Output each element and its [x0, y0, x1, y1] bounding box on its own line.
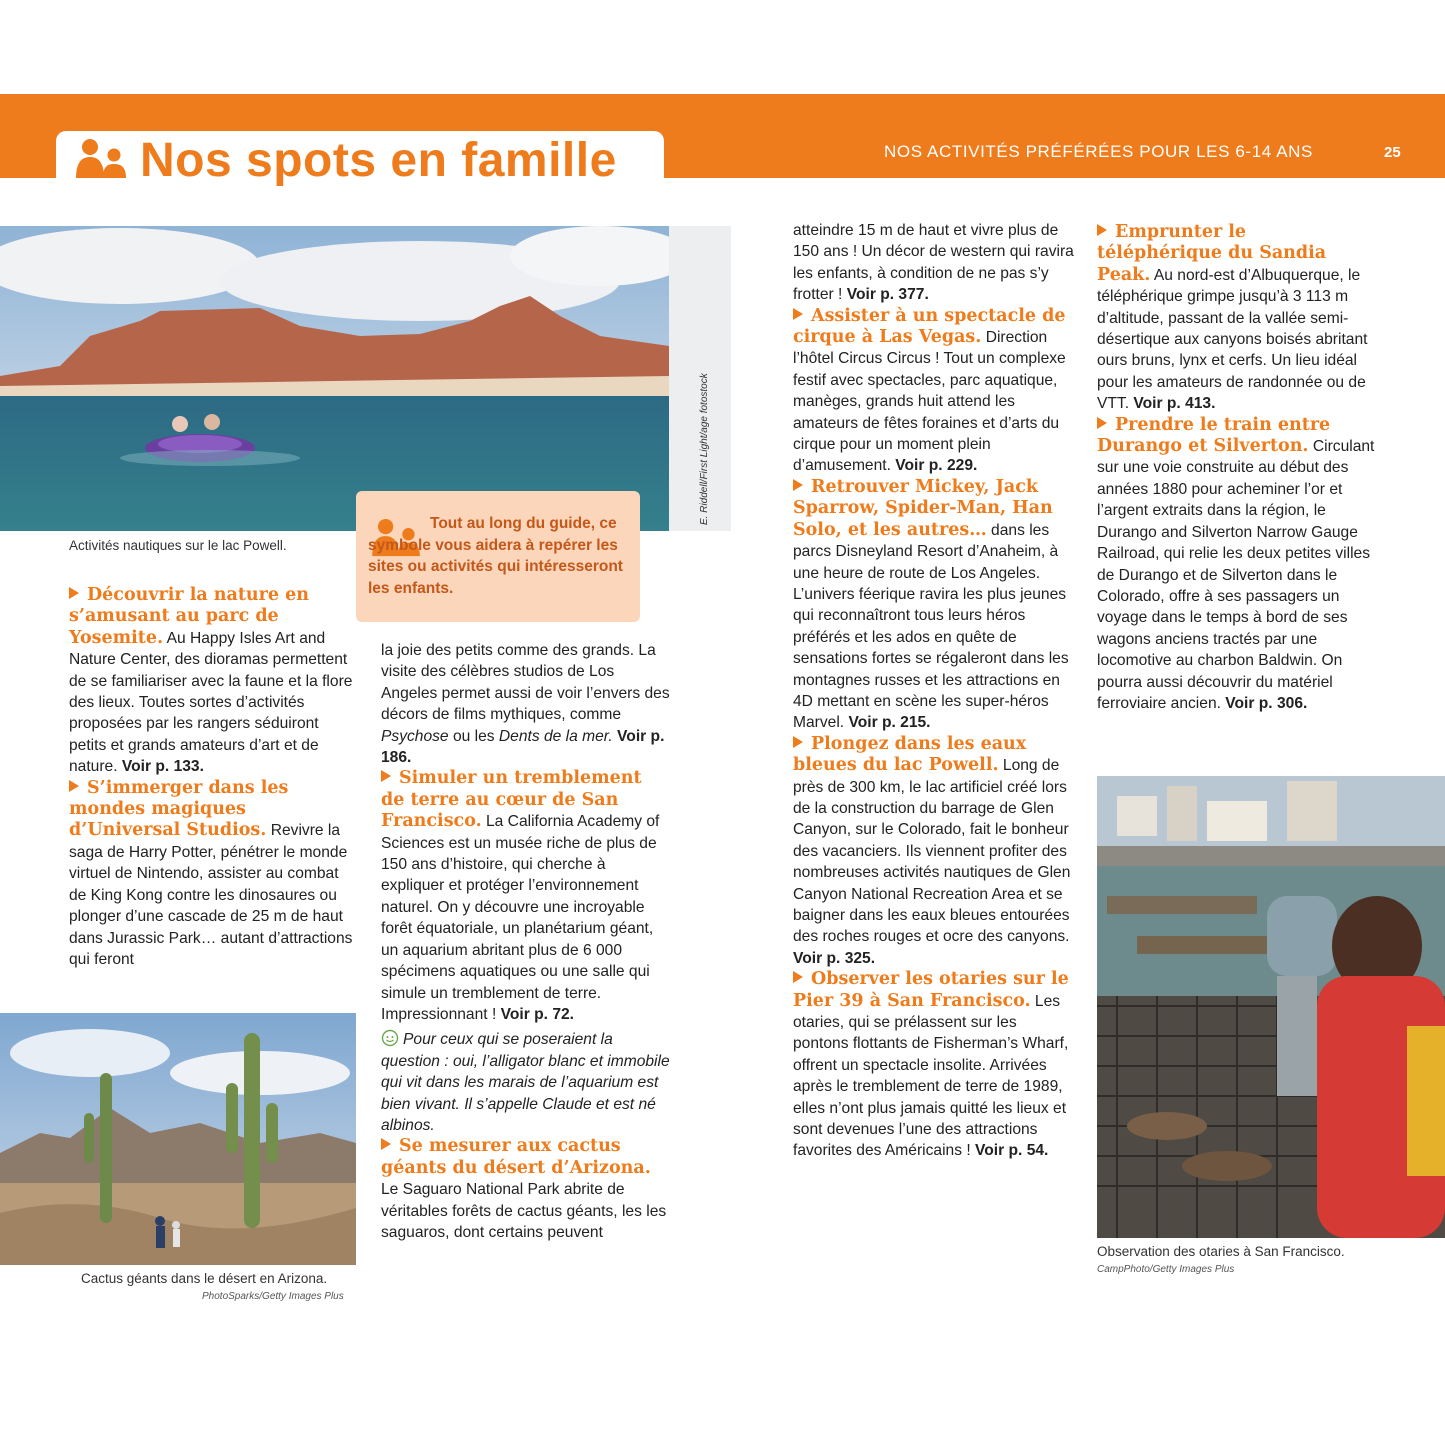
- item-pier-39: [793, 969, 1075, 1162]
- page-title: Nos spots en famille: [140, 134, 617, 187]
- item-body: Au Happy Isles Art and Nature Center, des dioramas permettent de se familiariser avec la faune et la flore des lieux. Toutes sortes d’activités proposées par les rangers séduiront petits et grands amateurs d’art et de nature.: [69, 629, 353, 776]
- item-body: Les otaries, qui se prélassent sur les pontons flottants de Fisherman’s Wharf, offrent un spectacle insolite. Arrivées après le tremblement de terre de 1989, elles n’ont plus jamais quitté les lieux et sont devenues l’une des attractions favorites des Américains !: [793, 992, 1069, 1160]
- item-heading: Se mesurer aux cactus géants du désert d’Arizona.: [381, 1136, 651, 1178]
- item-body: Au nord-est d’Albuquerque, le téléphérique grimpe jusqu’à 3 113 m d’altitude, passant de la vallée semi-désertique aux canyons boisés abritant ours bruns, lynx et cerfs. Un lieu idéal pour les amateurs de randonnée ou de VTT.: [1097, 266, 1368, 413]
- item-body: ou les: [448, 727, 499, 745]
- page-reference: Voir p. 325.: [793, 949, 876, 967]
- bullet-triangle-icon: [793, 308, 803, 320]
- item-durango-train: [1097, 415, 1377, 715]
- sea-lions-photo-caption: Observation des otaries à San Francisco.: [1097, 1244, 1345, 1259]
- bullet-triangle-icon: [793, 479, 803, 491]
- page-reference: Voir p. 72.: [500, 1005, 574, 1023]
- item-body: Long de près de 300 km, le lac artificiel créé lors de la construction du barrage de Glen Canyon, sur le Colorado, fait le bonheur des vacanciers. Ils viennent profiter des nombreuses activités nautiques de Glen Canyon National Recreation Area et se baigner dans les eaux bleues entourées des roches rouges et ocre des canyons.: [793, 757, 1071, 946]
- page-reference: Voir p. 133.: [121, 758, 204, 776]
- item-heading: Découvrir la nature en s’amusant au parc de Yosemite.: [69, 585, 309, 648]
- bullet-triangle-icon: [1097, 417, 1107, 429]
- item-heading: Prendre le train entre Durango et Silverton.: [1097, 414, 1331, 457]
- sea-lions-photo-credit: CampPhoto/Getty Images Plus: [1097, 1264, 1235, 1275]
- lake-photo-caption: Activités nautiques sur le lac Powell.: [69, 538, 287, 553]
- callout-text: [368, 513, 636, 599]
- column-1: [69, 585, 354, 970]
- item-san-francisco: [381, 768, 671, 1025]
- callout-label: Tout au long du guide, ce symbole vous aidera à repérer les sites ou activités qui intéresseront les enfants.: [368, 515, 623, 597]
- tip-text: Pour ceux qui se poseraient la question : oui, l’alligator blanc et immobile qui vit dans les marais de l’aquarium est bien vivant. Il s’appelle Claude et est né albinos.: [381, 1031, 670, 1134]
- item-lake-powell: [793, 734, 1075, 969]
- column-2: [381, 640, 671, 1243]
- cactus-photo-caption: Cactus géants dans le désert en Arizona.: [81, 1271, 328, 1286]
- item-body: atteindre 15 m de haut et vivre plus de 150 ans ! Un décor de western qui ravira les enfants, à condition de ne pas s’y frotter !: [793, 222, 1074, 304]
- item-heading: Plongez dans les eaux bleues du lac Powell.: [793, 733, 1027, 776]
- item-heading: S’immerger dans les mondes magiques d’Universal Studios.: [69, 777, 289, 841]
- running-head: NOS ACTIVITÉS PRÉFÉRÉES POUR LES 6-14 ANS: [884, 142, 1313, 161]
- page-reference: Voir p. 54.: [975, 1142, 1049, 1160]
- page-reference: Voir p. 186.: [381, 727, 665, 767]
- column-3: [793, 220, 1075, 1162]
- item-heading: Observer les otaries sur le Pier 39 à San Francisco.: [793, 969, 1069, 1011]
- item-cactus: [381, 1136, 671, 1243]
- item-body: Le Saguaro National Park abrite de véritables forêts de cactus géants, les les saguaros, dont certains peuvent: [381, 1181, 667, 1241]
- page-reference: Voir p. 377.: [846, 286, 929, 304]
- item-body: la joie des petits comme des grands. La visite des célèbres studios de Los Angeles permet aussi de voir l’envers des décors de films mythiques, comme: [381, 642, 670, 724]
- bullet-triangle-icon: [793, 971, 803, 983]
- lake-photo-credit: E. Riddell/First Light/age fotostock: [699, 373, 710, 525]
- item-body: Circulant sur une voie construite au début des années 1880 pour acheminer l’or et l’argent extraits dans la région, le Durango and Silverton Narrow Gauge Railroad, qui relie les deux petites villes de Durango et de Silverton dans le Colorado, offre à ses passagers un voyage dans le temps à bord de ses wagons anciens tractés par une locomotive au charbon Baldwin. On pourra aussi découvrir du matériel ferroviaire ancien.: [1097, 438, 1375, 712]
- bullet-triangle-icon: [381, 1138, 391, 1150]
- item-heading: Simuler un tremblement de terre au cœur de San Francisco.: [381, 768, 642, 832]
- bullet-triangle-icon: [69, 780, 79, 792]
- item-heading: Retrouver Mickey, Jack Sparrow, Spider-Man, Han Solo, et les autres…: [793, 476, 1053, 540]
- item-body: Revivre la saga de Harry Potter, pénétrer le monde virtuel de Nintendo, assister au combat de King Kong contre les dinosaures ou plonger d’une cascade de 25 m de haut dans Jurassic Park… autant d’attractions qui feront: [69, 822, 353, 968]
- item-universal: [69, 778, 354, 971]
- page-reference: Voir p. 413.: [1133, 395, 1216, 413]
- bullet-triangle-icon: [69, 587, 79, 599]
- bullet-triangle-icon: [381, 770, 391, 782]
- item-heading: Assister à un spectacle de cirque à Las Vegas.: [793, 305, 1066, 348]
- sea-lions-photo: [1097, 776, 1445, 1238]
- item-yosemite: [69, 585, 354, 778]
- item-heading: Emprunter le téléphérique du Sandia Peak.: [1097, 222, 1327, 285]
- lake-powell-photo: [0, 226, 669, 531]
- item-body: Direction l’hôtel Circus Circus ! Tout un complexe festif avec spectacles, parc aquatique, manèges, grands huit attend les amateurs de fêtes foraines et d’arts du cirque pour un moment plein d’amusement.: [793, 329, 1066, 475]
- cactus-photo-credit: PhotoSparks/Getty Images Plus: [202, 1291, 344, 1302]
- bullet-triangle-icon: [793, 736, 803, 748]
- cactus-photo: [0, 1013, 356, 1265]
- item-cactus-continued: [793, 220, 1075, 306]
- item-las-vegas: [793, 306, 1075, 477]
- item-universal-continued: [381, 640, 671, 768]
- film-title: Dents de la mer.: [498, 727, 613, 745]
- kid-face-icon: [381, 1029, 399, 1047]
- bullet-triangle-icon: [1097, 224, 1107, 236]
- film-title: Psychose: [381, 727, 449, 745]
- item-disneyland: [793, 477, 1075, 734]
- column-4: [1097, 222, 1377, 714]
- item-sandia-peak: [1097, 222, 1377, 415]
- page-reference: Voir p. 229.: [895, 457, 978, 475]
- item-body: dans les parcs Disneyland Resort d’Anaheim, à une heure de route de Los Angeles. L’univers féerique ravira les plus jeunes qui reconnaîtront tous leurs héros préférés et les ados en quête de sensations fortes se régaleront dans les montagnes russes et les attractions en 4D mettant en scène les super-héros Marvel.: [793, 521, 1069, 732]
- page-reference: Voir p. 215.: [848, 714, 931, 732]
- page-reference: Voir p. 306.: [1225, 694, 1308, 712]
- family-icon: [76, 138, 128, 180]
- page-number: 25: [1384, 144, 1401, 161]
- kids-tip: [381, 1029, 671, 1136]
- item-body: La California Academy of Sciences est un musée riche de plus de 150 ans d’histoire, qui cherche à expliquer et protéger l’environnement naturel. On y découvre une incroyable forêt équatoriale, un planétarium géant, un aquarium abritant plus de 6 000 spécimens aquatiques ou une salle qui simule un tremblement de terre. Impressionnant !: [381, 813, 660, 1023]
